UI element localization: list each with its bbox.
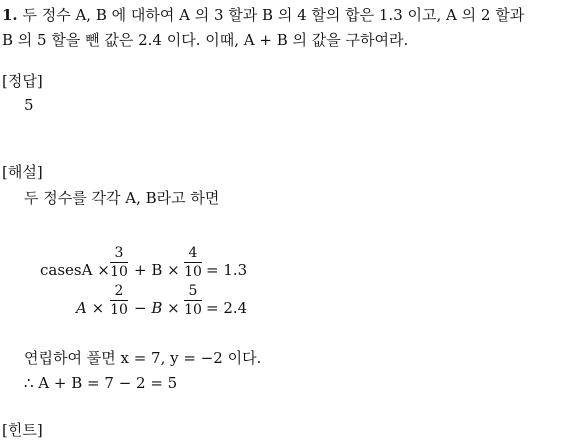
eq1-frac1-denominator: 10	[110, 264, 128, 280]
eq1-prefix: casesA ×	[40, 261, 110, 279]
eq2-fraction-2	[184, 284, 202, 317]
eq1-frac1-numerator: 3	[114, 245, 124, 261]
eq2-prefix: A ×	[76, 299, 105, 317]
eq1-frac2-denominator: 10	[184, 264, 202, 280]
problem-text-2: B 의 5 할을 뺀 값은 2.4 이다. 이때, A + B 의 값을 구하여라.	[2, 31, 409, 49]
problem-line-1	[2, 4, 524, 25]
eq1-frac2-numerator: 4	[188, 245, 198, 261]
solution-heading: [해설]	[2, 163, 43, 181]
eq1-fraction-2	[184, 246, 202, 279]
problem-number: 1.	[2, 6, 18, 24]
problem-text-1: 두 정수 A, B 에 대하여 A 의 3 할과 B 의 4 할의 합은 1.3 이고, A 의 2 할과	[22, 6, 525, 24]
eq1-fraction-1	[110, 246, 128, 279]
answer-heading: [정답]	[2, 72, 43, 90]
answer-value: 5	[24, 96, 34, 114]
hint-heading: [힌트]	[2, 421, 43, 439]
eq2-fraction-1	[110, 284, 128, 317]
solution-conclusion: ∴ A + B = 7 − 2 = 5	[24, 374, 178, 392]
eq2-frac2-numerator: 5	[188, 283, 198, 299]
eq2-frac1-numerator: 2	[114, 283, 124, 299]
eq2-frac2-denominator: 10	[184, 302, 202, 318]
solution-intro: 두 정수를 각각 A, B라고 하면	[24, 189, 220, 207]
eq1-mid: + B ×	[134, 261, 180, 279]
solution-result-line: 연립하여 풀면 x = 7, y = −2 이다.	[24, 349, 262, 367]
eq2-result: = 2.4	[206, 299, 248, 317]
eq1-result: = 1.3	[206, 261, 248, 279]
eq2-frac1-denominator: 10	[110, 302, 128, 318]
eq2-mid: − B ×	[134, 299, 180, 317]
